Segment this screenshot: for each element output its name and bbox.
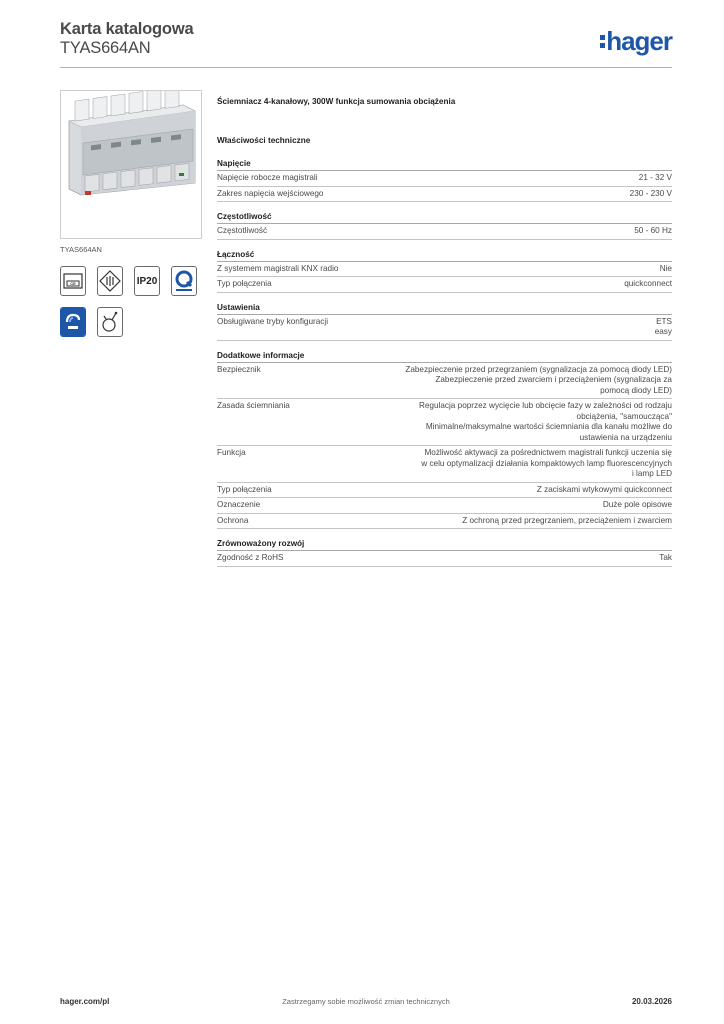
spec-key: Napięcie robocze magistrali (217, 173, 318, 182)
product-details (217, 97, 672, 567)
footer-date: 20.03.2026 (631, 997, 672, 1006)
technical-properties-heading: Właściwości techniczne (217, 136, 311, 145)
footer-disclaimer: Zastrzegamy sobie możliwość zmian technicznych (282, 997, 450, 1006)
spec-row (217, 277, 672, 293)
spec-row (217, 446, 672, 483)
spec-row (217, 498, 672, 514)
spec-value: 230 - 230 V (629, 188, 672, 198)
product-photo (60, 90, 202, 239)
spec-key: Ochrona (217, 515, 249, 525)
spec-value: Nie (659, 263, 672, 273)
spec-key: Zakres napięcia wejściowego (217, 188, 324, 198)
spec-row (217, 399, 672, 446)
spec-value: 50 - 60 Hz (634, 226, 672, 235)
spec-section-title: Napięcie (217, 159, 672, 171)
spec-row (217, 551, 672, 567)
footer-website-link[interactable]: hager.com/pl (60, 997, 110, 1006)
spec-row (217, 224, 672, 240)
spec-value: Regulacja poprzez wycięcie lub obcięcie fazy w zależności od rodzaju obciążenia, "samoucząca" Minimalne/maksymalne wartości ściemniania dla kanału możliwe do ustawienia na urządzeniu (418, 401, 672, 442)
spec-key: Oznaczenie (217, 500, 261, 509)
spec-row (217, 171, 672, 187)
spec-section-title: Zrównoważony rozwój (217, 539, 672, 551)
logo-mark-icon (600, 35, 605, 48)
document-title: Karta katalogowa (60, 20, 194, 38)
spec-row (217, 514, 672, 530)
hager-logo[interactable] (600, 28, 672, 54)
quickconnect-logo-icon (171, 266, 197, 296)
spec-row (217, 363, 672, 400)
spec-section-title: Częstotliwość (217, 212, 672, 224)
spec-key: Typ połączenia (217, 484, 272, 494)
product-image-column (60, 90, 202, 337)
ip20-icon: IP20 (134, 266, 160, 296)
product-description: Ściemniacz 4-kanałowy, 300W funkcja sumowania obciążenia (217, 97, 456, 106)
spec-value: Możliwość aktywacji za pośrednictwem magistrali funkcji uczenia się w celu optymalizacji działania kompaktowych lamp fluorescencyjnych i lamp LED (421, 448, 672, 478)
spec-value: Z ochroną przed przegrzaniem, przeciążeniem i zwarciem (462, 515, 672, 525)
recycling-person-icon (97, 307, 123, 337)
spec-section-title: Dodatkowe informacje (217, 351, 672, 363)
spec-key: Typ połączenia (217, 279, 272, 288)
page-header (60, 20, 672, 68)
product-caption: TYAS664AN (60, 245, 102, 254)
protection-class-icon (97, 266, 123, 296)
svg-text:CE: CE (70, 281, 76, 287)
spec-value: Z zaciskami wtykowymi quickconnect (536, 484, 672, 494)
spec-value: 21 - 32 V (638, 173, 672, 182)
spec-value: Tak (659, 553, 672, 562)
spec-section-title: Łączność (217, 250, 672, 262)
header-divider (60, 67, 672, 68)
spec-section-title: Ustawienia (217, 303, 672, 315)
spec-key: Zasada ściemniania (217, 401, 290, 410)
spec-key: Z systemem magistrali KNX radio (217, 263, 339, 273)
spec-value: Duże pole opisowe (602, 500, 672, 509)
spec-row (217, 483, 672, 499)
spec-row (217, 262, 672, 278)
knx-radio-icon (60, 307, 86, 337)
spec-key: Bezpiecznik (217, 364, 261, 374)
spec-value: quickconnect (624, 279, 672, 288)
product-reference: TYAS664AN (60, 39, 151, 57)
certification-badges (60, 266, 202, 337)
spec-row (217, 187, 672, 203)
spec-row (217, 315, 672, 341)
spec-sections (217, 159, 672, 567)
logo-text: hager (606, 26, 672, 56)
spec-key: Funkcja (217, 448, 246, 457)
spec-key: Zgodność z RoHS (217, 553, 284, 562)
spec-value: Zabezpieczenie przed przegrzaniem (sygnalizacja za pomocą diody LED) Zabezpieczenie przed zwarciem i przeciążeniem (sygnalizacja za pomocą diody LED) (405, 364, 672, 395)
din-rail-dimmer-module-image (61, 91, 201, 238)
ce-marking-box-icon (60, 266, 86, 296)
spec-key: Częstotliwość (217, 226, 268, 235)
spec-key: Obsługiwane tryby konfiguracji (217, 316, 329, 326)
spec-value: ETS easy (654, 316, 672, 336)
